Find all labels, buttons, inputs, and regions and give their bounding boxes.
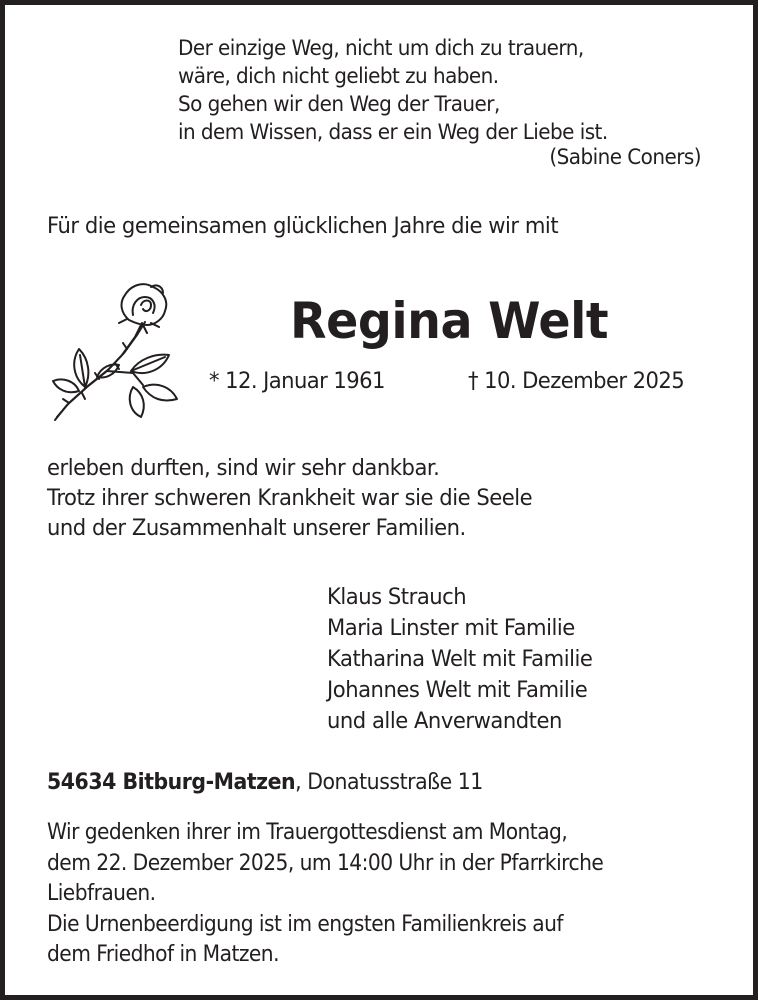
poem-author: (Sabine Coners) bbox=[549, 145, 701, 170]
birth-date: * 12. Januar 1961 bbox=[209, 369, 385, 394]
message-line: und der Zusammenhalt unserer Familien. bbox=[47, 516, 466, 541]
poem bbox=[178, 35, 608, 147]
mourner: und alle Anverwandten bbox=[327, 709, 562, 734]
service-line: Liebfrauen. bbox=[47, 881, 156, 906]
deceased-name: Regina Welt bbox=[290, 292, 609, 350]
mourner: Katharina Welt mit Familie bbox=[327, 647, 593, 672]
message-text bbox=[47, 454, 532, 544]
intro-text: Für die gemeinsamen glücklichen Jahre die wir mit bbox=[47, 214, 559, 239]
service-line: dem Friedhof in Matzen. bbox=[47, 942, 279, 967]
poem-line: Der einzige Weg, nicht um dich zu trauern, bbox=[178, 36, 584, 61]
message-line: erleben durften, sind wir sehr dankbar. bbox=[47, 456, 440, 481]
message-line: Trotz ihrer schweren Krankheit war sie die Seele bbox=[47, 486, 533, 511]
address bbox=[47, 770, 483, 795]
mourner: Maria Linster mit Familie bbox=[327, 616, 575, 641]
address-street: , Donatusstraße 11 bbox=[295, 770, 483, 795]
service-line: dem 22. Dezember 2025, um 14:00 Uhr in der Pfarrkirche bbox=[47, 850, 604, 876]
service-line: Die Urnenbeerdigung ist im engsten Familienkreis auf bbox=[47, 911, 563, 937]
poem-line: wäre, dich nicht geliebt zu haben. bbox=[178, 64, 499, 89]
address-city: 54634 Bitburg-Matzen bbox=[47, 770, 296, 795]
service-line: Wir gedenken ihrer im Trauergottesdienst am Montag, bbox=[47, 820, 568, 845]
mourners-list bbox=[327, 582, 592, 737]
rose-icon bbox=[47, 275, 187, 425]
poem-line: So gehen wir den Weg der Trauer, bbox=[178, 92, 500, 117]
death-date: † 10. Dezember 2025 bbox=[468, 369, 685, 394]
mourner: Johannes Welt mit Familie bbox=[327, 678, 588, 703]
mourner: Klaus Strauch bbox=[327, 585, 467, 610]
poem-line: in dem Wissen, dass er ein Weg der Liebe ist. bbox=[178, 120, 608, 145]
service-info bbox=[47, 818, 603, 971]
